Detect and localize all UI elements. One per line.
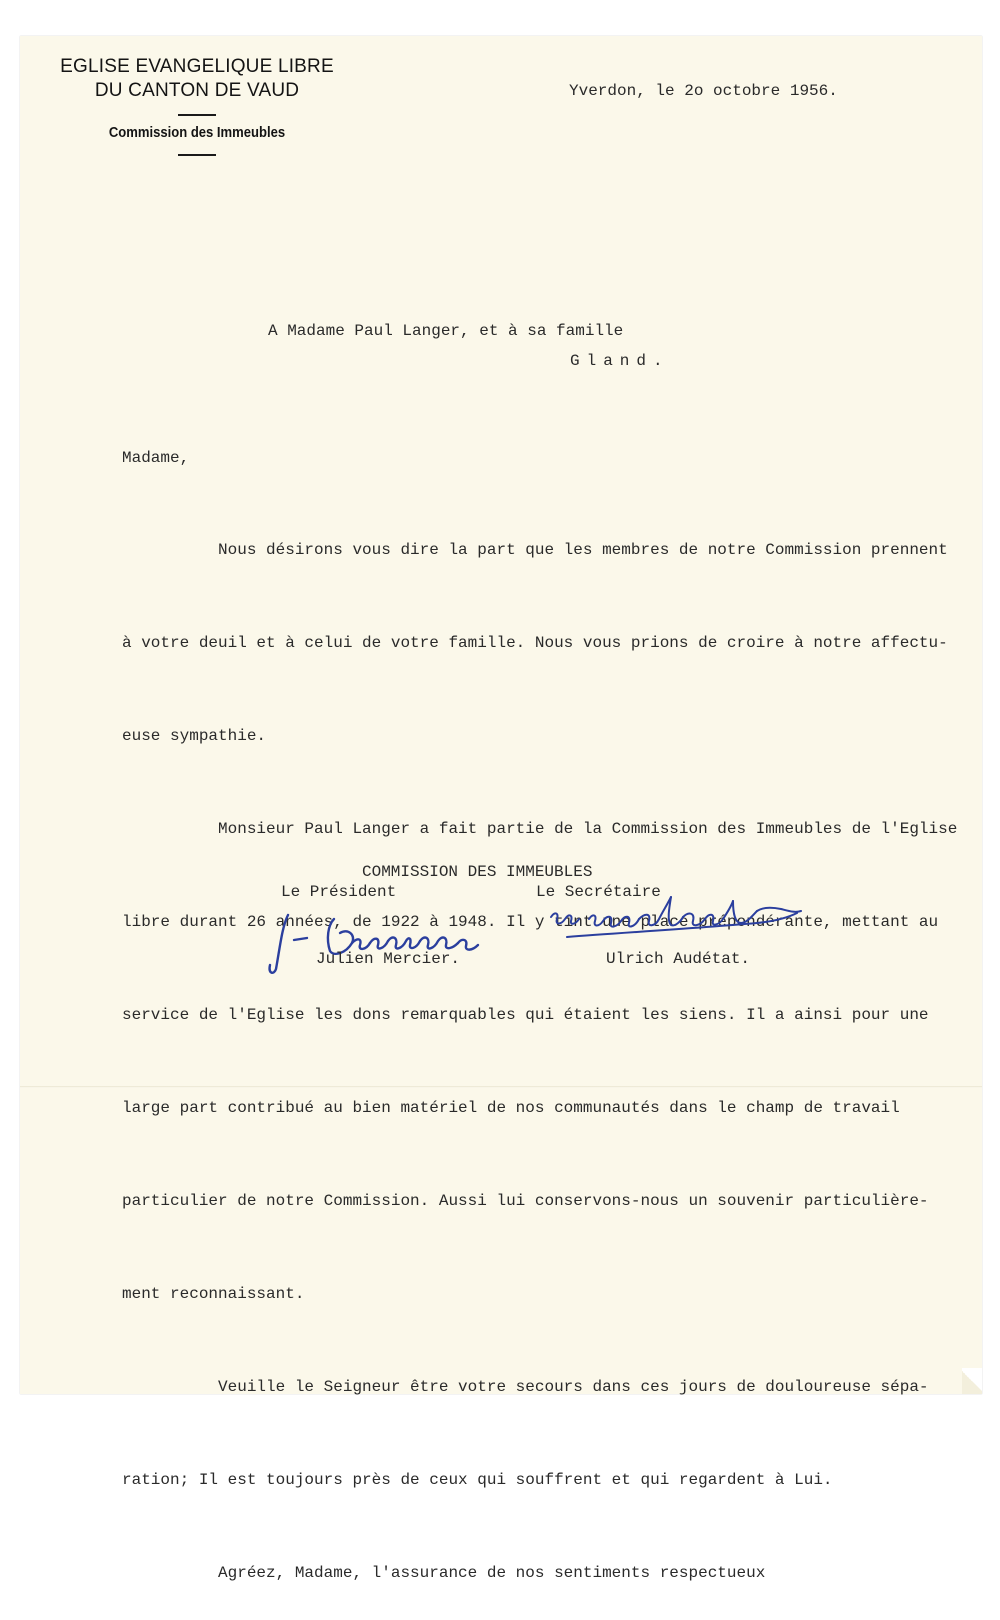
body-line: service de l'Eglise les dons remarquables qui étaient les siens. Il a ainsi pour une — [122, 1006, 929, 1024]
letterhead-commission: Commission des Immeubles — [108, 125, 286, 141]
secretary-signature-image — [527, 887, 837, 945]
body-line: Monsieur Paul Langer a fait partie de la Commission des Immeubles de l'Eglise — [122, 820, 958, 838]
letterhead-rule-bottom — [178, 154, 216, 156]
paper-corner-tear — [962, 1368, 982, 1394]
body-line: Veuille le Seigneur être votre secours dans ces jours de douloureuse sépa- — [122, 1378, 929, 1396]
letterhead — [52, 55, 342, 156]
letterhead-rule-top — [178, 114, 216, 116]
body-line: Nous désirons vous dire la part que les membres de notre Commission prennent — [122, 541, 948, 559]
letter-body — [122, 473, 958, 1620]
secretary-name: Ulrich Audétat. — [606, 950, 751, 968]
closing-commission: COMMISSION DES IMMEUBLES — [362, 863, 593, 881]
letterhead-org-name: EGLISE EVANGELIQUE LIBRE — [60, 56, 334, 77]
body-line: ment reconnaissant. — [122, 1285, 305, 1303]
body-line: particulier de notre Commission. Aussi lui conservons-nous un souvenir particulière- — [122, 1192, 929, 1210]
body-line: Agréez, Madame, l'assurance de nos sentiments respectueux — [122, 1564, 766, 1582]
recipient-place: Gland. — [570, 352, 670, 370]
letterhead-org-region: DU CANTON DE VAUD — [94, 80, 300, 101]
secretary-signature — [527, 887, 837, 945]
body-line: ration; Il est toujours près de ceux qui souffrent et qui regardent à Lui. — [122, 1471, 833, 1489]
president-name: Julien Mercier. — [316, 950, 461, 968]
president-label: Le Président — [281, 883, 397, 901]
secretary-label: Le Secrétaire — [536, 883, 661, 901]
recipient-line: A Madame Paul Langer, et à sa famille — [268, 322, 624, 340]
body-line: euse sympathie. — [122, 727, 267, 745]
body-line: large part contribué au bien matériel de nos communautés dans le champ de travail — [122, 1099, 900, 1117]
letter-date: Yverdon, le 2o octobre 1956. — [569, 82, 838, 100]
body-line: à votre deuil et à celui de votre famille. Nous vous prions de croire à notre affectu- — [122, 634, 948, 652]
body-line: libre durant 26 années, de 1922 à 1948. Il y tint une place prépondérante, mettant au — [122, 913, 939, 931]
salutation: Madame, — [122, 449, 190, 467]
